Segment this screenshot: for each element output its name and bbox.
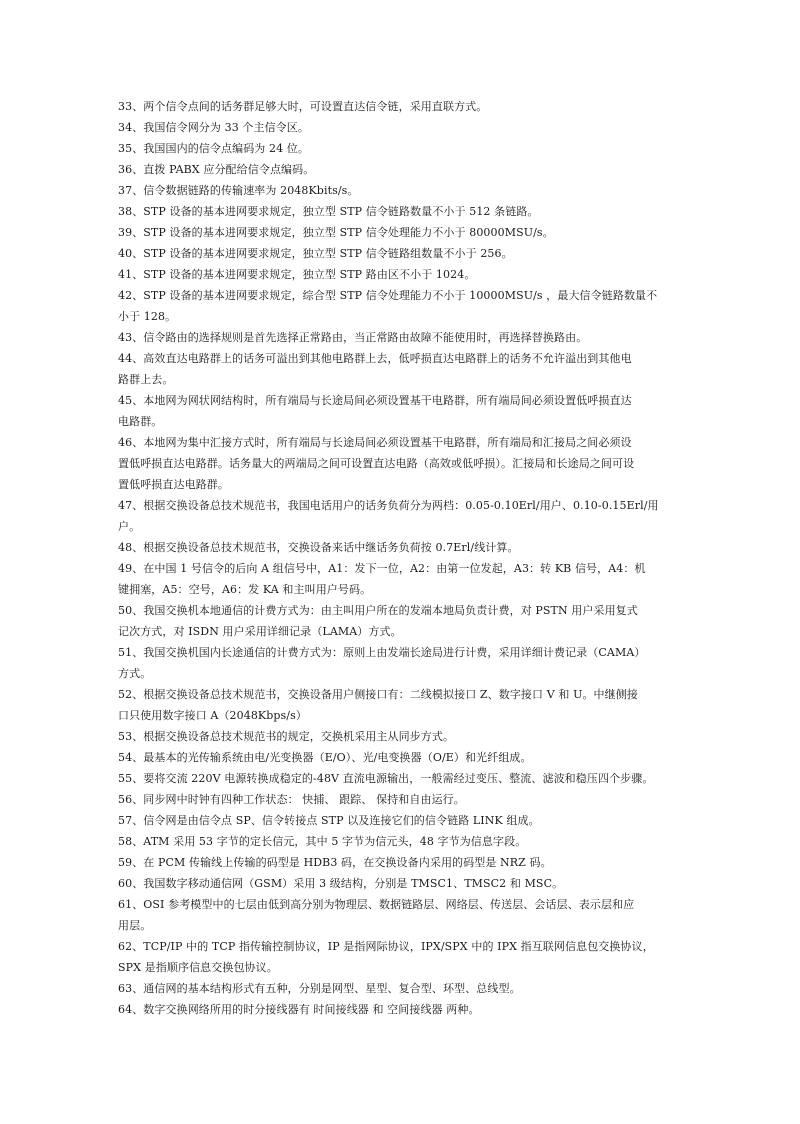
text-line: 口只使用数字接口 A（2048Kbps/s） (118, 709, 307, 722)
text-line: 47、根据交换设备总技术规范书，我国电话用户的话务负荷分为两档：0.05-0.10Erl/用户、0.10-0.15Erl/用 (118, 499, 659, 512)
text-line: 48、根据交换设备总技术规范书，交换设备来话中继话务负荷按 0.7Erl/线计算。 (118, 541, 519, 554)
text-line: 33、两个信令点间的话务群足够大时，可设置直达信令链，采用直联方式。 (118, 100, 488, 113)
text-line: 键拥塞，A5：空号，A6：发 KA 和主叫用户号码。 (118, 583, 372, 596)
text-line: 59、在 PCM 传输线上传输的码型是 HDB3 码，在交换设备内采用的码型是 NRZ 码。 (118, 856, 552, 869)
text-line: 63、通信网的基本结构形式有五种，分别是网型、星型、复合型、环型、总线型。 (118, 982, 521, 995)
text-line: 45、本地网为网状网结构时，所有端局与长途局间必须设置基干电路群，所有端局间必须设置低呼损直达 (118, 394, 632, 407)
text-line: 39、STP 设备的基本进网要求规定，独立型 STP 信令处理能力不小于 80000MSU/s。 (118, 226, 554, 239)
text-line: 置低呼损直达电路群。话务量大的两端局之间可设置直达电路（高效或低呼损）。汇接局和长途局之间可设 (118, 457, 635, 470)
text-line: 50、我国交换机本地通信的计费方式为：由主叫用户所在的发端本地局负责计费，对 PSTN 用户采用复式 (118, 604, 638, 617)
document-body (118, 96, 683, 1020)
text-line: 49、在中国 1 号信令的后向 A 组信号中，A1：发下一位，A2：由第一位发起，A3：转 KB 信号，A4：机 (118, 562, 646, 575)
text-line: 46、本地网为集中汇接方式时，所有端局与长途局间必须设置基干电路群，所有端局和汇接局之间必须设 (118, 436, 632, 449)
text-line: 41、STP 设备的基本进网要求规定，独立型 STP 路由区不小于 1024。 (118, 268, 476, 281)
text-line: 62、TCP/IP 中的 TCP 指传输控制协议，IP 是指网际协议，IPX/SPX 中的 IPX 指互联网信息包交换协议， (118, 940, 654, 953)
text-line: 44、高效直达电路群上的话务可溢出到其他电路群上去，低呼损直达电路群上的话务不允许溢出到其他电 (118, 352, 632, 365)
text-line: 方式。 (118, 667, 152, 680)
text-line: 60、我国数字移动通信网（GSM）采用 3 级结构，分别是 TMSC1、TMSC2 和 MSC。 (118, 877, 564, 890)
text-line: 36、直拨 PABX 应分配给信令点编码。 (118, 163, 315, 176)
text-line: 电路群。 (118, 415, 163, 428)
text-line: 路群上去。 (118, 373, 174, 386)
text-line: 小于 128。 (118, 310, 177, 323)
text-line: 34、我国信令网分为 33 个主信令区。 (118, 121, 309, 134)
text-line: 42、STP 设备的基本进网要求规定，综合型 STP 信令处理能力不小于 10000MSU/s ，最大信令链路数量不 (118, 289, 658, 302)
text-line: 57、信令网是由信令点 SP、信令转接点 STP 以及连接它们的信令链路 LINK 组成。 (118, 814, 540, 827)
text-line: 52、根据交换设备总技术规范书，交换设备用户侧接口有：二线模拟接口 Z、数字接口 V 和 U。中继侧接 (118, 688, 638, 701)
text-line: 58、ATM 采用 53 字节的定长信元，其中 5 字节为信元头，48 字节为信息字段。 (118, 835, 527, 848)
text-line: 记次方式，对 ISDN 用户采用详细记录（LAMA）方式。 (118, 625, 402, 638)
text-line: 43、信令路由的选择规则是首先选择正常路由，当正常路由故障不能使用时，再选择替换路由。 (118, 331, 588, 344)
text-line: 37、信令数据链路的传输速率为 2048Kbits/s。 (118, 184, 359, 197)
text-line: 61、OSI 参考模型中的七层由低到高分别为物理层、数据链路层、网络层、传送层、会话层、表示层和应 (118, 898, 635, 911)
text-line: 56、同步网中时钟有四种工作状态： 快捕、 跟踪、 保持和自由运行。 (118, 793, 465, 806)
text-line: 40、STP 设备的基本进网要求规定，独立型 STP 信令链路组数量不小于 256。 (118, 247, 513, 260)
text-line: 54、最基本的光传输系统由电/光变换器（E/O）、光/电变换器（O/E）和光纤组成。 (118, 751, 532, 764)
text-line: 64、数字交换网络所用的时分接线器有 时间接线器 和 空间接线器 两种。 (118, 1003, 480, 1016)
text-line: 户。 (118, 520, 141, 533)
text-line: 53、根据交换设备总技术规范书的规定，交换机采用主从同步方式。 (118, 730, 455, 743)
text-line: 38、STP 设备的基本进网要求规定，独立型 STP 信令链路数量不小于 512 条链路。 (118, 205, 539, 218)
text-line: 置低呼损直达电路群。 (118, 478, 229, 491)
text-line: 35、我国国内的信令点编码为 24 位。 (118, 142, 309, 155)
text-line: SPX 是指顺序信息交换包协议。 (118, 961, 278, 974)
text-line: 51、我国交换机国内长途通信的计费方式为：原则上由发端长途局进行计费，采用详细计费记录（CAMA） (118, 646, 646, 659)
text-line: 55、要将交流 220V 电源转换成稳定的-48V 直流电源输出，一般需经过变压、整流、滤波和稳压四个步骤。 (118, 772, 654, 785)
text-line: 用层。 (118, 919, 152, 932)
